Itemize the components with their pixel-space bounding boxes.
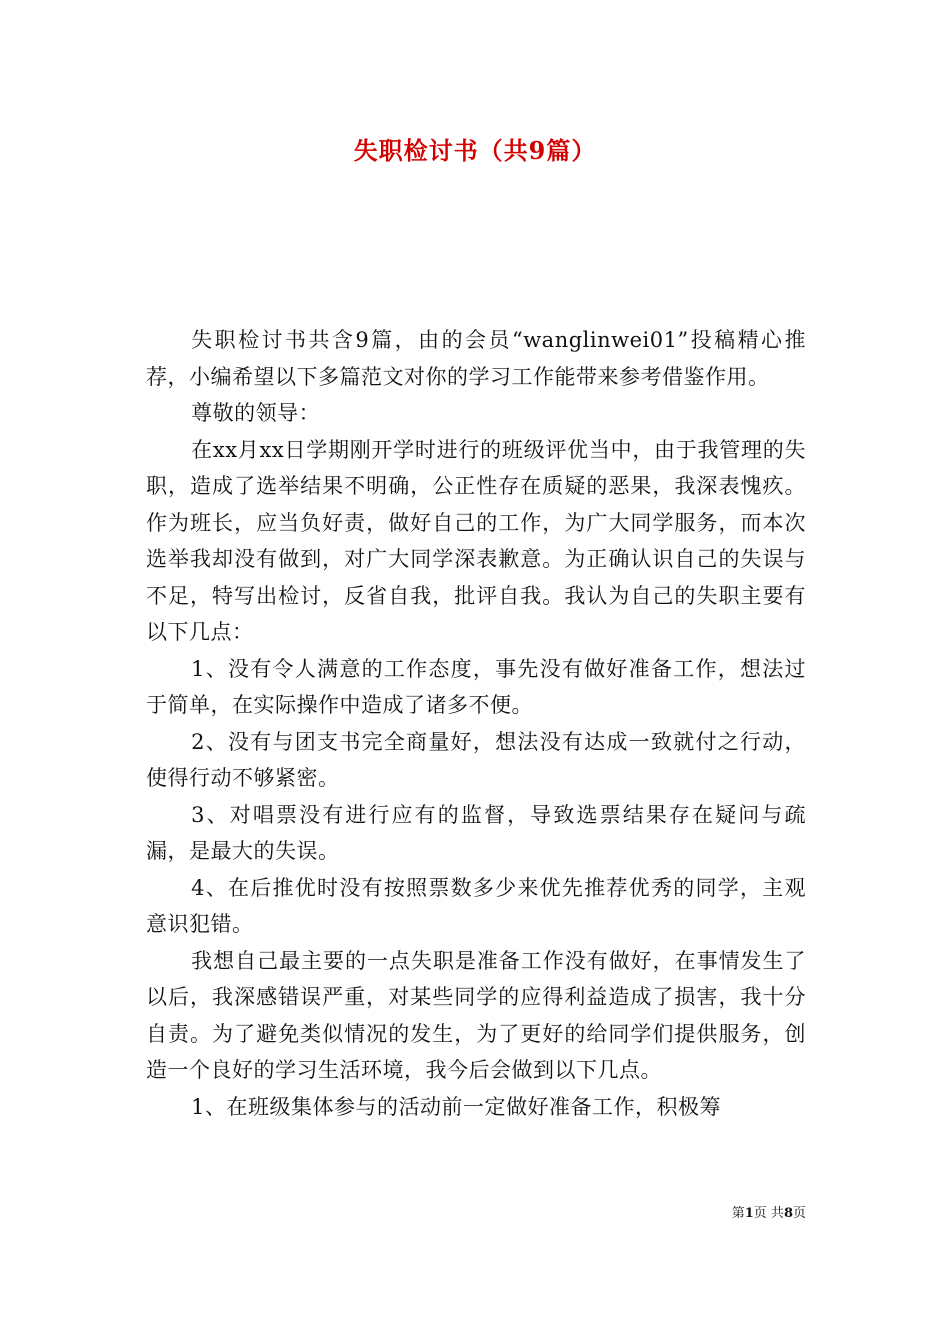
page-footer [600, 1204, 806, 1224]
list-item: 1、在班级集体参与的活动前一定做好准备工作，积极筹 [191, 1094, 721, 1119]
document-body [146, 322, 806, 1125]
list-item: 3、对唱票没有进行应有的监督，导致选票结果存在疑问与疏漏，是最大的失误。 [146, 802, 806, 863]
footer-total-pages: 8 [783, 1206, 793, 1221]
list-item: 4、在后推优时没有按照票数多少来优先推荐优秀的同学，主观意识犯错。 [146, 875, 806, 936]
footer-middle: 页 共 [753, 1206, 784, 1221]
salutation: 尊敬的领导： [191, 401, 321, 425]
list-item: 1、没有令人满意的工作态度，事先没有做好准备工作，想法过于简单，在实际操作中造成了诸多不便。 [146, 656, 806, 717]
body-paragraph: 在xx月xx日学期刚开学时进行的班级评优当中，由于我管理的失职，造成了选举结果不明确，公正性存在质疑的恶果，我深表愧疚。作为班长，应当负好责，做好自己的工作，为广大同学服务，而本次选举我却没有做到，对广大同学深表歉意。为正确认识自己的失误与不足，特写出检讨，反省自我，批评自我。我认为自己的失职主要有以下几点： [146, 437, 806, 644]
intro-paragraph: 失职检讨书共含9篇，由的会员“wanglinwei01”投稿精心推荐，小编希望以下多篇范文对你的学习工作能带来参考借鉴作用。 [146, 328, 806, 389]
footer-current-page: 1 [744, 1206, 754, 1221]
document-title: 失职检讨书（共9篇） [353, 136, 597, 165]
footer-suffix: 页 [792, 1206, 806, 1221]
list-item: 2、没有与团支书完全商量好，想法没有达成一致就付之行动，使得行动不够紧密。 [146, 729, 806, 790]
footer-prefix: 第 [731, 1206, 745, 1221]
body-paragraph: 我想自己最主要的一点失职是准备工作没有做好，在事情发生了以后，我深感错误严重，对某些同学的应得利益造成了损害，我十分自责。为了避免类似情况的发生，为了更好的给同学们提供服务，创造一个良好的学习生活环境，我今后会做到以下几点。 [146, 948, 806, 1082]
